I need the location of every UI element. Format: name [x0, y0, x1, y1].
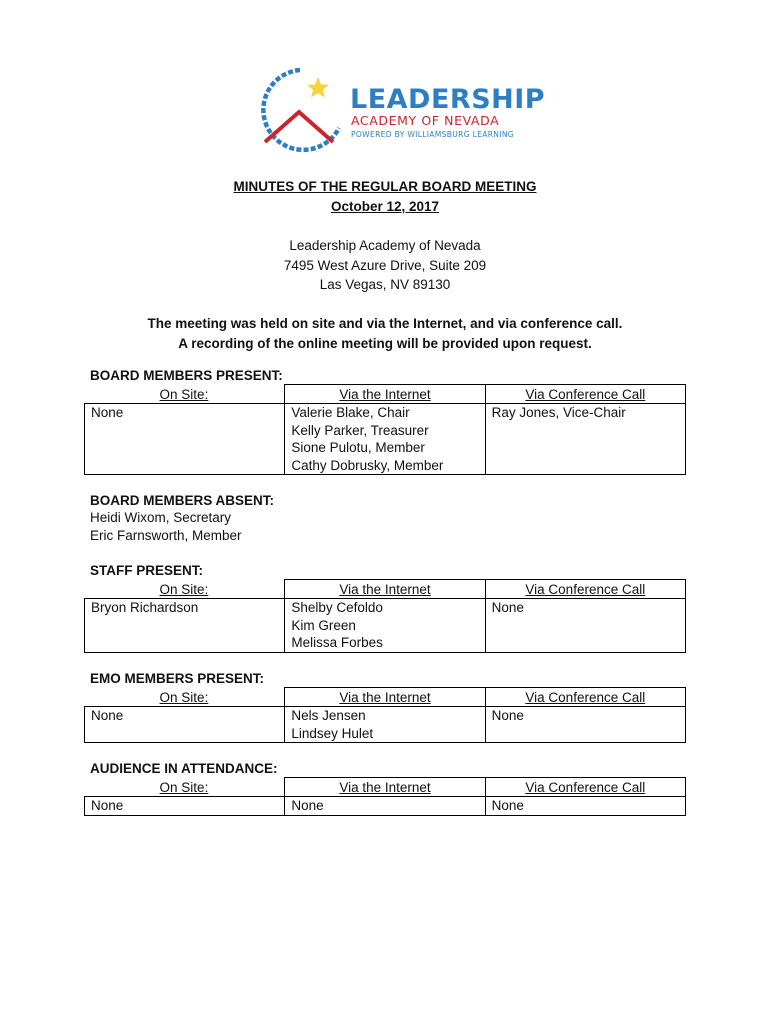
board-absent-list: [90, 509, 242, 545]
cell-onsite: [85, 599, 285, 653]
notice-line-1: The meeting was held on site and via the Internet, and via conference call.: [147, 316, 623, 331]
cell-conference: [485, 707, 685, 743]
list-item: Sione Pulotu, Member: [291, 440, 425, 455]
list-item: Bryon Richardson: [91, 600, 199, 615]
board-present-heading: BOARD MEMBERS PRESENT:: [90, 368, 283, 383]
logo-subtitle: ACADEMY OF NEVADA: [351, 113, 500, 128]
list-item: Melissa Forbes: [291, 635, 383, 650]
logo-emblem-icon: [255, 66, 355, 162]
col-conference: Via Conference Call: [485, 688, 685, 707]
list-item: Ray Jones, Vice-Chair: [491, 405, 626, 420]
audience-table: [84, 777, 686, 816]
list-item: Heidi Wixom, Secretary: [90, 510, 232, 525]
cell-conference: [485, 797, 685, 816]
cell-internet: [285, 707, 485, 743]
emo-present-table: [84, 687, 686, 743]
list-item: None: [491, 708, 524, 723]
cell-conference: [485, 404, 685, 475]
cell-onsite: [85, 404, 285, 475]
notice-line-2: A recording of the online meeting will be provided upon request.: [178, 335, 592, 351]
cell-internet: [285, 599, 485, 653]
meeting-title: MINUTES OF THE REGULAR BOARD MEETING: [233, 179, 537, 194]
street-address: 7495 West Azure Drive, Suite 209: [283, 257, 487, 273]
meeting-date: October 12, 2017: [330, 198, 440, 214]
col-onsite: On Site:: [85, 580, 285, 599]
col-internet: Via the Internet: [285, 580, 485, 599]
list-item: Valerie Blake, Chair: [291, 405, 410, 420]
col-internet: Via the Internet: [285, 778, 485, 797]
list-item: Kelly Parker, Treasurer: [291, 422, 429, 438]
col-onsite: On Site:: [85, 385, 285, 404]
list-item: Kim Green: [291, 617, 356, 633]
cell-internet: [285, 404, 485, 475]
list-item: None: [291, 798, 324, 813]
col-internet: Via the Internet: [285, 688, 485, 707]
audience-heading: AUDIENCE IN ATTENDANCE:: [90, 761, 278, 776]
list-item: Eric Farnsworth, Member: [90, 528, 242, 543]
cell-onsite: [85, 797, 285, 816]
list-item: Nels Jensen: [291, 708, 366, 723]
logo: [255, 66, 546, 162]
emo-present-heading: EMO MEMBERS PRESENT:: [90, 671, 265, 686]
org-name: Leadership Academy of Nevada: [289, 238, 481, 253]
col-conference: Via Conference Call: [485, 580, 685, 599]
list-item: Lindsey Hulet: [291, 725, 374, 741]
document-title: [0, 177, 770, 216]
cell-internet: [285, 797, 485, 816]
list-item: None: [491, 600, 524, 615]
cell-conference: [485, 599, 685, 653]
col-onsite: On Site:: [85, 688, 285, 707]
list-item: None: [491, 798, 524, 813]
list-item: None: [91, 708, 124, 723]
city-address: Las Vegas, NV 89130: [319, 277, 451, 292]
address-block: [0, 236, 770, 295]
col-conference: Via Conference Call: [485, 778, 685, 797]
cell-onsite: [85, 707, 285, 743]
logo-title: LEADERSHIP: [350, 84, 546, 115]
col-onsite: On Site:: [85, 778, 285, 797]
list-item: Cathy Dobrusky, Member: [291, 457, 444, 473]
meeting-notice: [0, 314, 770, 353]
staff-present-heading: STAFF PRESENT:: [90, 563, 204, 578]
logo-tagline: POWERED BY WILLIAMSBURG LEARNING: [351, 130, 514, 139]
col-internet: Via the Internet: [285, 385, 485, 404]
board-absent-heading: BOARD MEMBERS ABSENT:: [90, 493, 275, 508]
board-present-table: [84, 384, 686, 475]
list-item: None: [91, 405, 124, 420]
col-conference: Via Conference Call: [485, 385, 685, 404]
list-item: Shelby Cefoldo: [291, 600, 383, 615]
staff-present-table: [84, 579, 686, 653]
list-item: None: [91, 798, 124, 813]
